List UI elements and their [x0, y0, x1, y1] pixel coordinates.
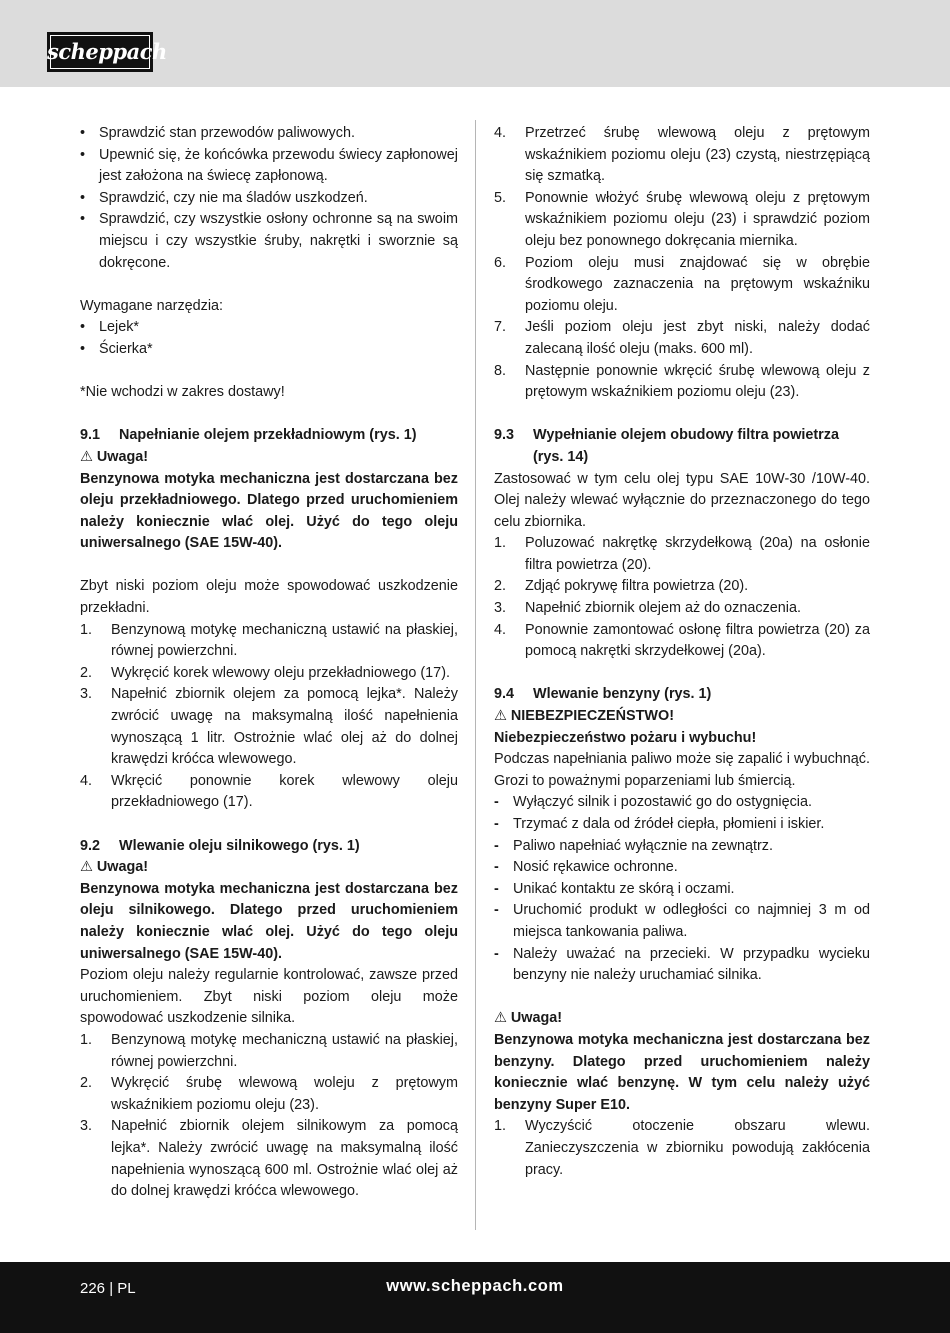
dash-icon: - [494, 945, 499, 962]
list-item: 2. Wykręcić śrubę wlewową woleju z prętowym wskaźnikiem poziomu oleju (23). [80, 1075, 458, 1113]
list-item: • Upewnić się, że końcówka przewodu świecy zapłonowej jest założona na świecę zapłonową. [80, 146, 458, 185]
list-item: • Sprawdzić, czy nie ma śladów uszkodzeń. [80, 188, 458, 210]
list-item: 6. Poziom oleju musi znajdować się w obrębie środkowego zaznaczenia na prętowym wskaźniku poziomu oleju. [494, 254, 870, 314]
website-link[interactable]: www.scheppach.com [386, 1277, 564, 1295]
warning-label: ⚠ Uwaga! [80, 447, 458, 469]
warning-triangle-icon: ⚠ [80, 859, 93, 876]
danger-subtitle: Niebezpieczeństwo pożaru i wybuchu! [494, 729, 757, 746]
scheppach-logo [47, 32, 167, 72]
page-footer [0, 1262, 950, 1333]
column-divider [475, 120, 476, 1230]
section-intro: Zbyt niski poziom oleju może spowodować uszkodzenie przekładni. [80, 578, 458, 617]
warning-label: ⚠ Uwaga! [494, 1008, 870, 1030]
list-item: 7. Jeśli poziom oleju jest zbyt niski, należy dodać zalecaną ilość oleju (maks. 600 ml). [494, 319, 870, 357]
list-item: • Ścierka* [80, 339, 458, 361]
warning-text: Benzynowa motyka mechaniczna jest dostarczana bez oleju silnikowego. Dlatego przed uruchomieniem należy koniecznie wlać olej. Użyć do tego oleju uniwersalnego (SAE 15W-40). [80, 880, 458, 962]
list-item: 4. Ponownie zamontować osłonę filtra powietrza (20) za pomocą nakrętki skrzydełkowej (20a). [494, 621, 870, 660]
list-item: 3. Napełnić zbiornik olejem aż do oznaczenia. [494, 600, 801, 617]
list-item: - Paliwo napełniać wyłącznie na zewnątrz. [494, 836, 870, 858]
list-item: 4. Wkręcić ponownie korek wlewowy oleju przekładniowego (17). [80, 772, 458, 811]
bullet-icon: • [80, 125, 86, 141]
list-item: - Uruchomić produkt w odległości co najmniej 3 m od miejsca tankowania paliwa. [494, 902, 870, 940]
warning-triangle-icon: ⚠ [494, 708, 507, 725]
warning-label: ⚠ Uwaga! [80, 857, 458, 879]
list-item: • Lejek* [80, 317, 458, 339]
bullet-icon: • [80, 211, 86, 228]
section-heading-9-2: 9.2 Wlewanie oleju silnikowego (rys. 1) [80, 837, 360, 854]
bullet-icon: • [80, 146, 86, 163]
list-item: - Nosić rękawice ochronne. [494, 857, 870, 879]
brand-text: scheppach [47, 39, 167, 64]
danger-label: ⚠ NIEBEZPIECZEŃSTWO! [494, 706, 870, 728]
right-column [494, 123, 870, 1181]
section-intro: Zastosować w tym celu olej typu SAE 10W-30 /10W-40. Olej należy wlewać wyłącznie do przeznaczonego do tego celu zbiornika. [494, 470, 870, 530]
list-item: • Sprawdzić, czy wszystkie osłony ochronne są na swoim miejscu i czy wszystkie śruby, nakrętki i sworznie są dokręcone. [80, 211, 458, 271]
bullet-icon: • [80, 189, 86, 206]
list-item: 1. Wyczyścić otoczenie obszaru wlewu. Zanieczyszczenia w zbiorniku powodują zakłócenia pracy. [494, 1118, 870, 1178]
dash-icon: - [494, 794, 499, 811]
list-item: 2. Wykręcić korek wlewowy oleju przekładniowego (17). [80, 664, 450, 681]
list-item: 1. Benzynową motykę mechaniczną ustawić na płaskiej, równej powierzchni. [80, 621, 458, 660]
dash-icon: - [494, 837, 499, 854]
left-column [80, 123, 458, 1203]
dash-icon: - [494, 816, 499, 832]
dash-icon: - [494, 880, 499, 897]
bullet-icon: • [80, 340, 86, 357]
list-item: - Należy uważać na przecieki. W przypadku wycieku benzyny nie należy uruchamiać silnika. [494, 945, 870, 984]
warning-text: Benzynowa motyka mechaniczna jest dostarczana bez oleju przekładniowego. Dlatego przed uruchomieniem należy koniecznie wlać olej. Użyć do tego oleju uniwersalnego (SAE 15W-40). [80, 470, 458, 552]
list-item: 1. Poluzować nakrętkę skrzydełkową (20a) na osłonie filtra powietrza (20). [494, 535, 870, 573]
page-number: 226 | PL [80, 1280, 136, 1297]
dash-icon: - [494, 859, 499, 876]
section-intro: Poziom oleju należy regularnie kontrolować, zawsze przed uruchomieniem. Zbyt niski poziom oleju może spowodować uszkodzenie silnika. [80, 967, 458, 1027]
page-header [0, 0, 950, 87]
list-item: 3. Napełnić zbiornik olejem silnikowym za pomocą lejka*. Należy zwrócić uwagę na maksymalną ilość napełnienia wynoszącą 600 ml. Ostrożnie wlać olej aż do dolnej krawędzi króćca wlewowego. [80, 1118, 458, 1200]
warning-triangle-icon: ⚠ [80, 448, 93, 465]
bullet-icon: • [80, 319, 86, 336]
list-item: • Sprawdzić stan przewodów paliwowych. [80, 123, 458, 145]
tools-title: Wymagane narzędzia: [80, 297, 224, 314]
warning-triangle-icon: ⚠ [494, 1010, 507, 1027]
section-intro: Podczas napełniania paliwo może się zapalić i wybuchnąć. Grozi to poważnymi poparzeniami lub śmiercią. [494, 751, 870, 789]
list-item: 8. Następnie ponownie wkręcić śrubę wlewową oleju z prętowym wskaźnikiem poziomu oleju (23). [494, 362, 870, 401]
list-item: 3. Napełnić zbiornik olejem za pomocą lejka*. Należy zwrócić uwagę na maksymalną ilość napełnienia wynoszącą 1 litr. Ostrożnie wlać olej aż do dolnej krawędzi króćca wlewowego. [80, 686, 458, 768]
list-item: 1. Benzynową motykę mechaniczną ustawić na płaskiej, równej powierzchni. [80, 1031, 458, 1070]
list-item: 5. Ponownie włożyć śrubę wlewową oleju z prętowym wskaźnikiem poziomu oleju (23) i sprawdzić poziom oleju bez ponownego dokręcania miernika. [494, 189, 870, 249]
list-item: 4. Przetrzeć śrubę wlewową oleju z prętowym wskaźnikiem poziomu oleju (23) czystą, niestrzępiącą się szmatką. [494, 125, 870, 185]
list-item: - Unikać kontaktu ze skórą i oczami. [494, 879, 870, 901]
section-heading-9-4: 9.4 Wlewanie benzyny (rys. 1) [494, 686, 712, 703]
warning-text: Benzynowa motyka mechaniczna jest dostarczana bez benzyny. Dlatego przed uruchomieniem należy koniecznie wlać benzynę. W tym celu należy użyć benzyny Super E10. [494, 1031, 870, 1113]
not-included-note: *Nie wchodzi w zakres dostawy! [80, 384, 285, 401]
section-heading-9-1: 9.1 Napełnianie olejem przekładniowym (rys. 1) [80, 427, 417, 444]
list-item: - Wyłączyć silnik i pozostawić go do ostygnięcia. [494, 792, 870, 814]
list-item: 2. Zdjąć pokrywę filtra powietrza (20). [494, 578, 749, 595]
dash-icon: - [494, 902, 499, 919]
section-heading-9-3: 9.3 Wypełnianie olejem obudowy filtra powietrza (rys. 14) [494, 427, 839, 465]
list-item: - Trzymać z dala od źródeł ciepła, płomieni i iskier. [494, 814, 870, 836]
